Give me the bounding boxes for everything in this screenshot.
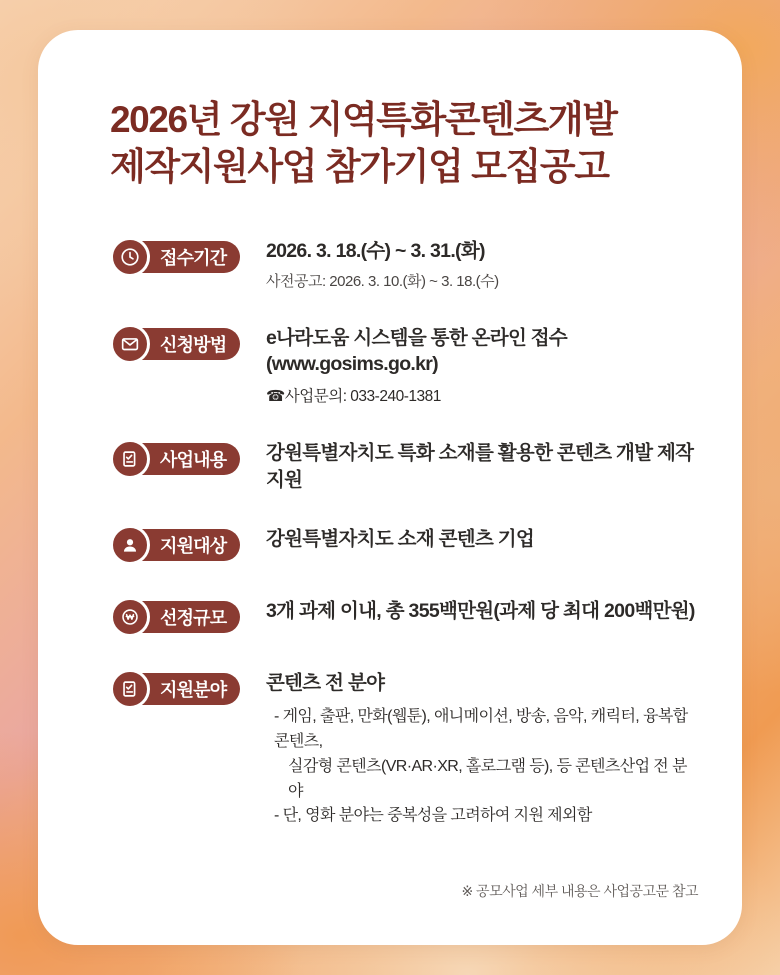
pill-label-support-field: 지원분야 [126, 673, 240, 705]
info-row-application-period [82, 237, 698, 292]
checklist-icon [110, 669, 150, 709]
pill-label-project-content: 사업내용 [126, 443, 240, 475]
info-content-eligibility [258, 525, 698, 552]
tag-application-period [110, 237, 258, 277]
info-content-application-method [258, 324, 698, 407]
tag-eligibility [110, 525, 258, 565]
pill-label-eligibility: 지원대상 [126, 529, 240, 561]
value-eligibility: 강원특별자치도 소재 콘텐츠 기업 [266, 527, 535, 550]
info-content-support-field [258, 669, 698, 829]
info-rows [82, 237, 698, 830]
info-content-project-content [258, 439, 698, 493]
page-title [110, 96, 698, 191]
info-row-support-field [82, 669, 698, 829]
value-application-method: e나라도움 시스템을 통한 온라인 접수 (www.gosims.go.kr) [266, 327, 568, 376]
footnote: ※ 공모사업 세부 내용은 사업공고문 참고 [461, 883, 698, 899]
list-item: - 게임, 출판, 만화(웹툰), 애니메이션, 방송, 음악, 캐릭터, 융복합 콘텐츠, [274, 708, 688, 751]
subvalue-pre-notice: 사전공고: 2026. 3. 10.(화) ~ 3. 18.(수) [266, 273, 499, 291]
info-row-application-method [82, 324, 698, 407]
pill-label-application-period: 접수기간 [126, 241, 240, 273]
pill-label-application-method: 신청방법 [126, 328, 240, 360]
list-item: - 단, 영화 분야는 중복성을 고려하여 지원 제외함 [274, 807, 592, 825]
info-row-funding-scale [82, 597, 698, 637]
value-funding-scale: 3개 과제 이내, 총 355백만원(과제 당 최대 200백만원) [266, 599, 695, 622]
tag-support-field [110, 669, 258, 709]
title-line-2: 제작지원사업 참가기업 모집공고 [110, 146, 609, 188]
list-item: 실감형 콘텐츠(VR·AR·XR, 홀로그램 등), 등 콘텐츠산업 전 분야 [288, 757, 687, 800]
value-application-period: 2026. 3. 18.(수) ~ 3. 31.(화) [266, 239, 485, 262]
value-contact-phone: ☎사업문의: 033-240-1381 [266, 387, 441, 405]
tag-project-content [110, 439, 258, 479]
tag-funding-scale [110, 597, 258, 637]
info-row-eligibility [82, 525, 698, 565]
tag-application-method [110, 324, 258, 364]
envelope-icon [110, 324, 150, 364]
info-content-application-period [258, 237, 698, 292]
pill-label-funding-scale: 선정규모 [126, 601, 240, 633]
won-coin-icon [110, 597, 150, 637]
poster-card [38, 30, 742, 945]
value-project-content: 강원특별자치도 특화 소재를 활용한 콘텐츠 개발 제작 지원 [266, 442, 694, 491]
clock-icon [110, 237, 150, 277]
info-row-project-content [82, 439, 698, 493]
title-line-1: 2026년 강원 지역특화콘텐츠개발 [110, 99, 617, 140]
support-field-bullet-list [266, 705, 698, 829]
person-icon [110, 525, 150, 565]
value-support-field: 콘텐츠 전 분야 [266, 671, 385, 694]
info-content-funding-scale [258, 597, 698, 624]
